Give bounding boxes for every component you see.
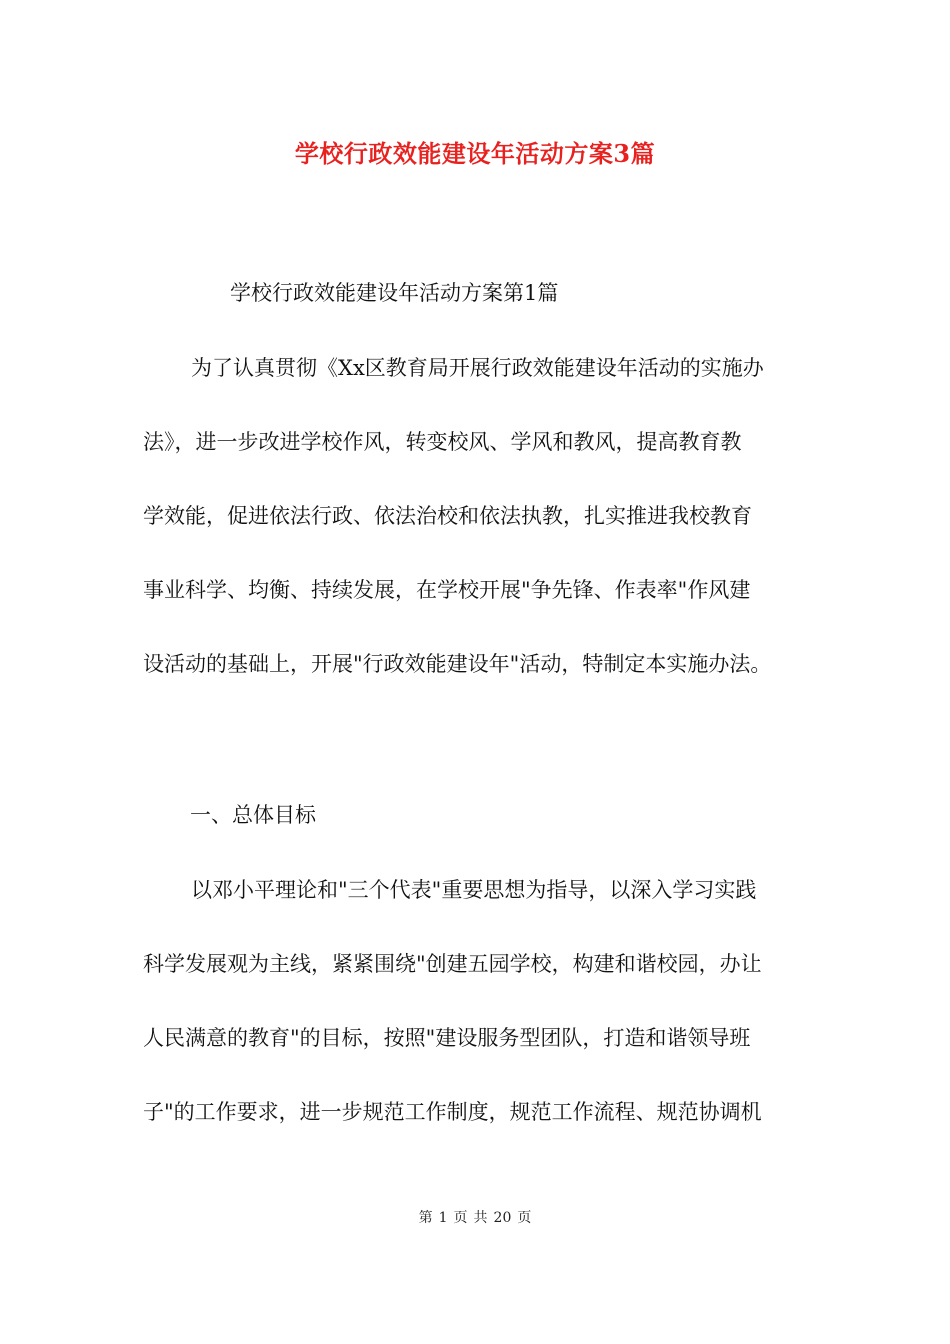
footer-total-pages: 20 [493, 1210, 512, 1226]
paragraph-line: 事业科学、均衡、持续发展，在学校开展"争先锋、作表率"作风建 [143, 578, 751, 602]
paragraph-goals [143, 853, 823, 1149]
paragraph-line: 为了认真贯彻《Xx区教育局开展行政效能建设年活动的实施办 [191, 356, 764, 380]
document-title: 学校行政效能建设年活动方案3篇 [294, 139, 656, 168]
section-heading-overall-goals: 一、总体目标 [190, 803, 316, 827]
paragraph-line: 设活动的基础上，开展"行政效能建设年"活动，特制定本实施办法。 [143, 652, 772, 676]
paragraph-line: 学效能，促进依法行政、依法治校和依法执教，扎实推进我校教育 [143, 504, 752, 528]
footer-prefix: 第 [418, 1210, 433, 1226]
footer-page-word: 页 [453, 1210, 468, 1226]
footer-total-prefix: 共 [473, 1210, 488, 1226]
footer-suffix: 页 [517, 1210, 532, 1226]
paragraph-line: 科学发展观为主线，紧紧围绕"创建五园学校，构建和谐校园，办让 [143, 952, 762, 976]
paragraph-line: 法》，进一步改进学校作风，转变校风、学风和教风，提高教育教 [143, 430, 742, 454]
paragraph-line: 人民满意的教育"的目标，按照"建设服务型团队，打造和谐领导班 [143, 1026, 751, 1050]
footer-current-page: 1 [438, 1210, 448, 1226]
paragraph-line: 以邓小平理论和"三个代表"重要思想为指导，以深入学习实践 [191, 878, 757, 902]
paragraph-line: 子"的工作要求，进一步规范工作制度，规范工作流程、规范协调机 [143, 1100, 762, 1124]
page-footer [0, 1208, 950, 1228]
document-subtitle: 学校行政效能建设年活动方案第1篇 [230, 281, 559, 305]
paragraph-intro [143, 331, 823, 701]
